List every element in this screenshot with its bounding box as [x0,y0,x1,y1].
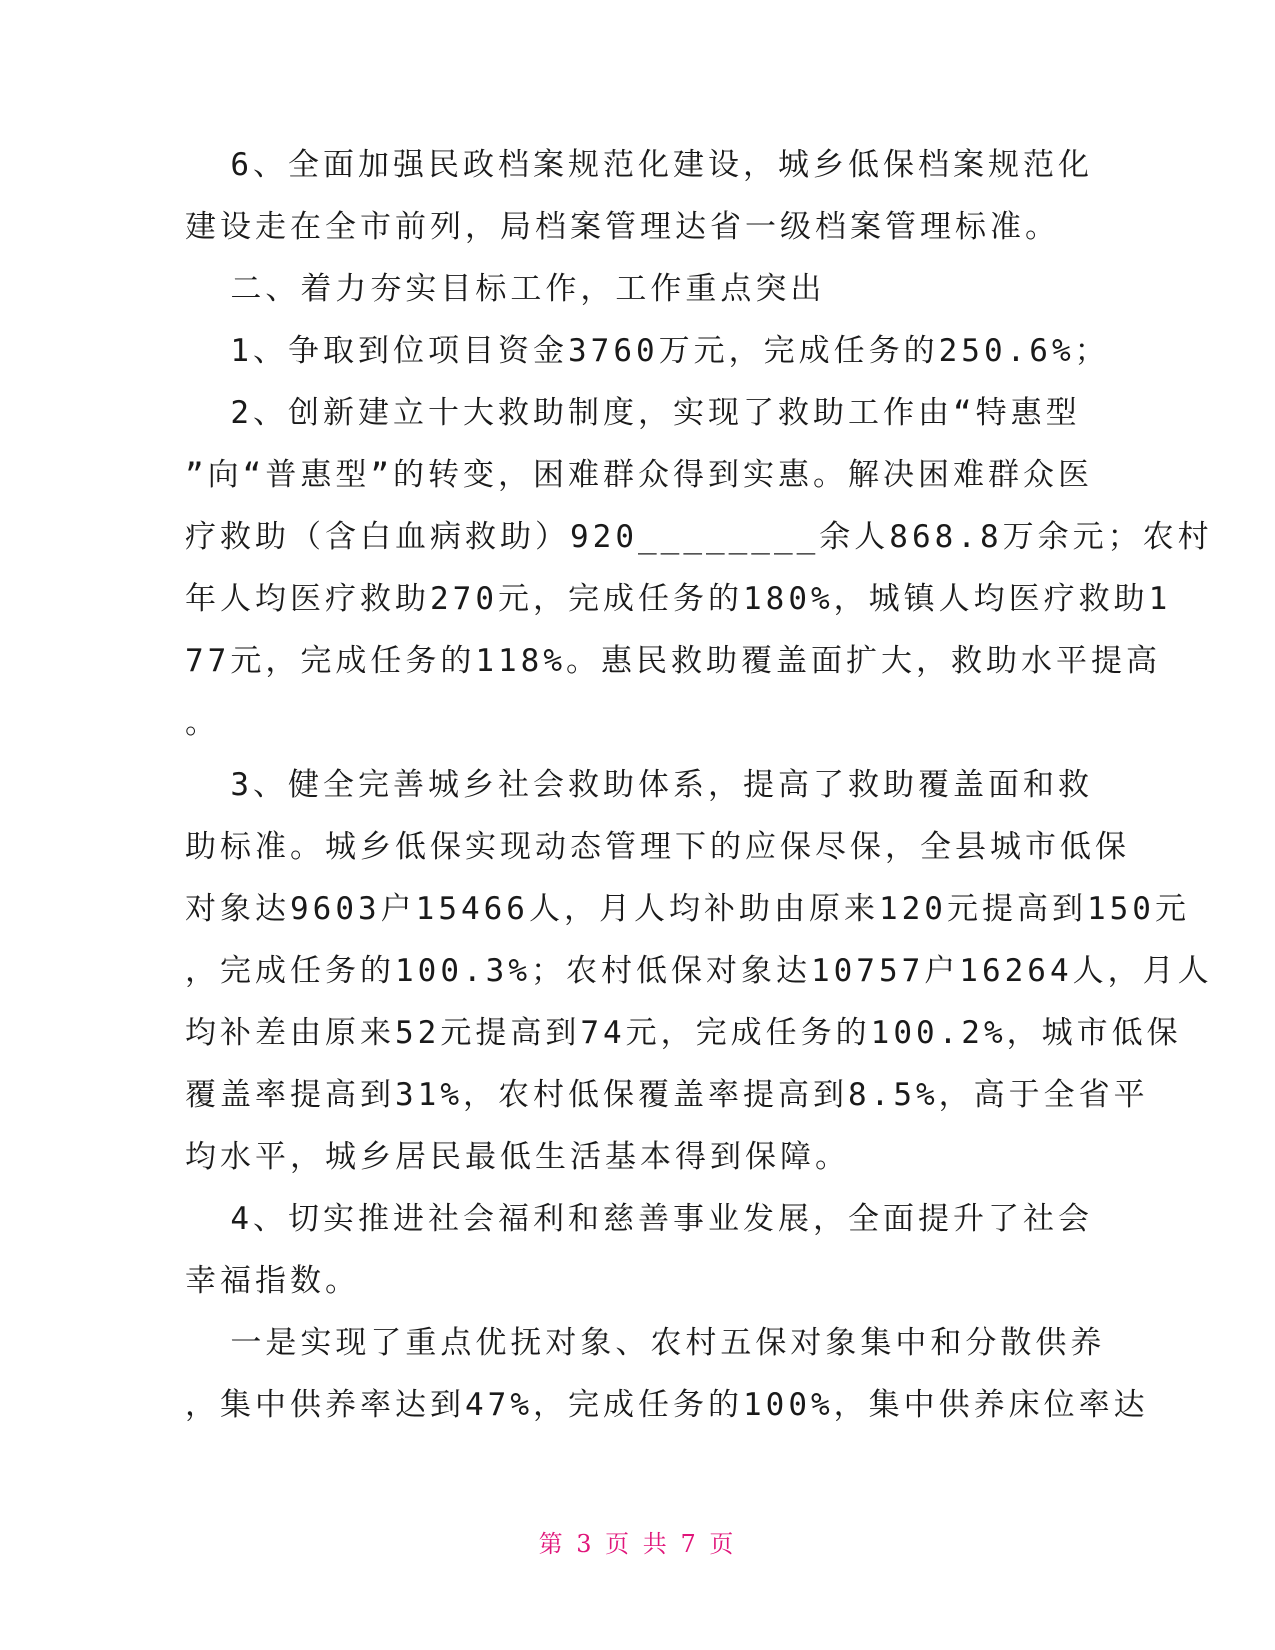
text-line: ，集中供养率达到47%，完成任务的100%，集中供养床位率达 [185,1387,1149,1423]
text-line: 2、创新建立十大救助制度，实现了救助工作由“特惠型 [185,395,1081,431]
text-line: 1、争取到位项目资金3760万元，完成任务的250.6%； [185,333,1110,369]
text-line: 年人均医疗救助270元，完成任务的180%，城镇人均医疗救助1 [185,581,1172,617]
text-line: 助标准。城乡低保实现动态管理下的应保尽保，全县城市低保 [185,829,1130,865]
text-line: 3、健全完善城乡社会救助体系，提高了救助覆盖面和救 [185,767,1093,803]
text-line: 对象达9603户15466人，月人均补助由原来120元提高到150元 [185,891,1190,927]
text-line: 疗救助（含白血病救助）920________余人868.8万余元；农村 [185,519,1213,555]
text-line: 覆盖率提高到31%，农村低保覆盖率提高到8.5%，高于全省平 [185,1077,1149,1113]
page-number-footer: 第 3 页 共 7 页 [538,1530,737,1558]
text-line: 二、着力夯实目标工作，工作重点突出 [185,271,826,307]
text-line: 77元，完成任务的118%。惠民救助覆盖面扩大，救助水平提高 [185,643,1161,679]
text-line: 幸福指数。 [185,1263,360,1299]
text-line: ，完成任务的100.3%；农村低保对象达10757户16264人，月人 [185,953,1213,989]
text-line: 均水平，城乡居民最低生活基本得到保障。 [185,1139,850,1175]
text-line: ”向“普惠型”的转变，困难群众得到实惠。解决困难群众医 [185,457,1093,493]
text-line: 一是实现了重点优抚对象、农村五保对象集中和分散供养 [185,1325,1106,1361]
text-line: 均补差由原来52元提高到74元，完成任务的100.2%，城市低保 [185,1015,1182,1051]
text-line: 4、切实推进社会福利和慈善事业发展，全面提升了社会 [185,1201,1093,1237]
text-line: 建设走在全市前列，局档案管理达省一级档案管理标准。 [185,209,1060,245]
text-line: 6、全面加强民政档案规范化建设，城乡低保档案规范化 [185,147,1093,183]
text-line: 。 [185,705,220,741]
